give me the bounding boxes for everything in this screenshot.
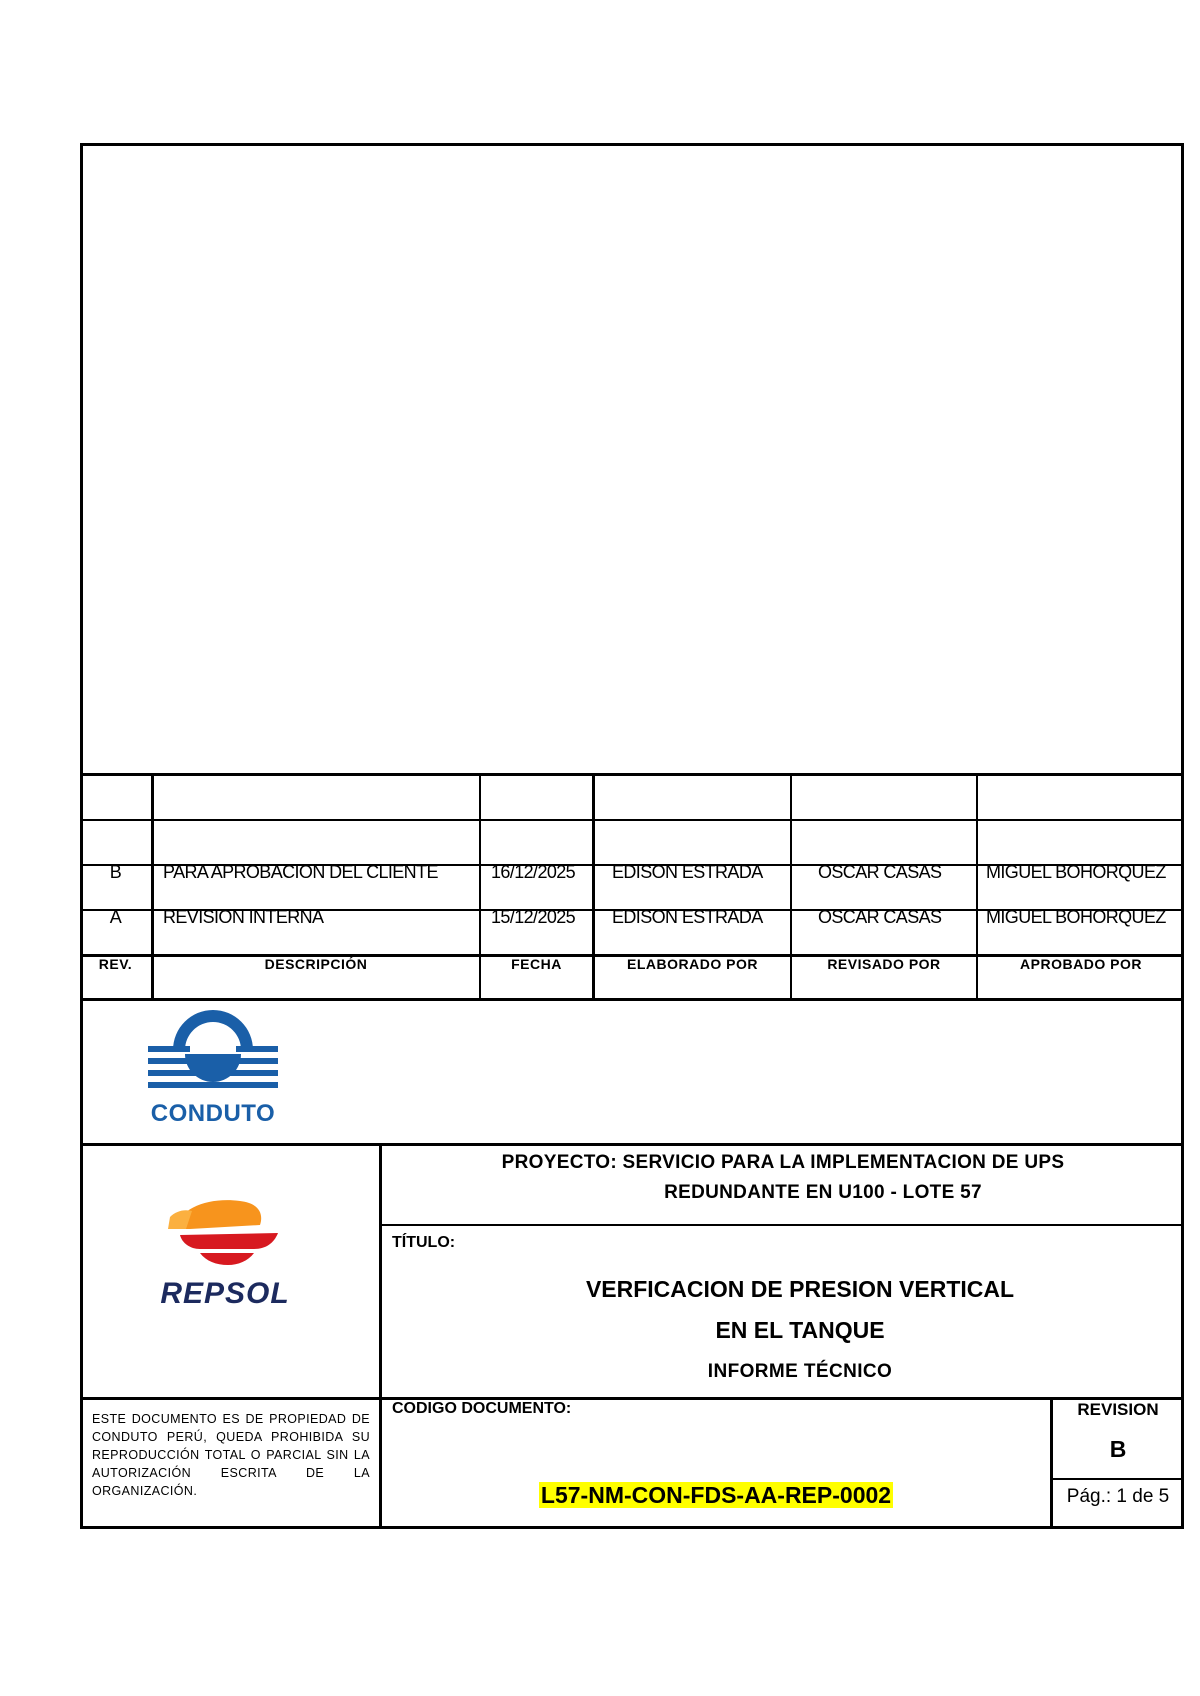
prepared-by-cell: EDISON ESTRADA xyxy=(612,907,763,927)
repsol-logo-text: REPSOL xyxy=(160,1277,290,1310)
rev-cell: B xyxy=(109,862,122,882)
date-cell: 15/12/2025 xyxy=(491,907,576,927)
project-line-1: PROYECTO: SERVICIO PARA LA IMPLEMENTACION DE UPS xyxy=(501,1152,1065,1173)
description-cell: REVISION INTERNA xyxy=(163,907,324,927)
project-line-2: REDUNDANTE EN U100 - LOTE 57 xyxy=(664,1182,982,1203)
project-bottom-line xyxy=(380,1224,1184,1226)
document-title-line-2: EN EL TANQUE xyxy=(715,1317,885,1343)
header-date: FECHA xyxy=(511,956,562,972)
approved-by-cell: MIGUEL BOHORQUEZ xyxy=(986,862,1166,882)
date-cell: 16/12/2025 xyxy=(491,862,576,882)
project-block xyxy=(382,1148,1184,1208)
title-label: TÍTULO: xyxy=(392,1234,456,1251)
reviewed-by-cell: OSCAR CASAS xyxy=(818,907,942,927)
header-rev: REV. xyxy=(98,956,133,972)
logo-band-bottom-line xyxy=(80,1143,1184,1146)
revision-value: B xyxy=(1109,1436,1127,1462)
conduto-logo-text: CONDUTO xyxy=(150,1100,276,1127)
document-subtitle: INFORME TÉCNICO xyxy=(707,1361,893,1382)
description-cell: PARA APROBACION DEL CLIENTE xyxy=(163,862,438,882)
header-reviewed-by: REVISADO POR xyxy=(827,956,941,972)
document-code: L57-NM-CON-FDS-AA-REP-0002 xyxy=(540,1482,892,1508)
rev-cell: A xyxy=(109,907,122,927)
header-prepared-by: ELABORADO POR xyxy=(627,956,758,972)
document-title-line-1: VERFICACION DE PRESION VERTICAL xyxy=(585,1276,1015,1302)
disclaimer-text: ESTE DOCUMENTO ES DE PROPIEDAD DE CONDUTO PERÚ, QUEDA PROHIBIDA SU REPRODUCCIÓN TOTAL O PARCIAL SIN LA AUTORIZACIÓN ESCRITA DE LA ORGANIZACIÓN. xyxy=(92,1412,370,1498)
approved-by-cell: MIGUEL BOHORQUEZ xyxy=(986,907,1166,927)
revision-label: REVISION xyxy=(1077,1400,1159,1419)
rev-table-top-line xyxy=(80,773,1184,776)
conduto-logo xyxy=(148,1010,278,1130)
footer-top-line xyxy=(80,1397,1184,1400)
document-code-wrapper xyxy=(382,1482,1050,1509)
revision-page-line xyxy=(1051,1478,1184,1480)
rev-table-line xyxy=(80,819,1184,821)
prepared-by-cell: EDISON ESTRADA xyxy=(612,862,763,882)
repsol-logo-mark xyxy=(150,1195,300,1275)
page-number: Pág.: 1 de 5 xyxy=(1066,1486,1170,1507)
reviewed-by-cell: OSCAR CASAS xyxy=(818,862,942,882)
repsol-logo xyxy=(150,1195,300,1320)
header-description: DESCRIPCIÓN xyxy=(264,956,368,972)
code-label: CODIGO DOCUMENTO: xyxy=(392,1400,572,1417)
header-approved-by: APROBADO POR xyxy=(1020,956,1142,972)
rev-table-bottom-line xyxy=(80,998,1184,1001)
